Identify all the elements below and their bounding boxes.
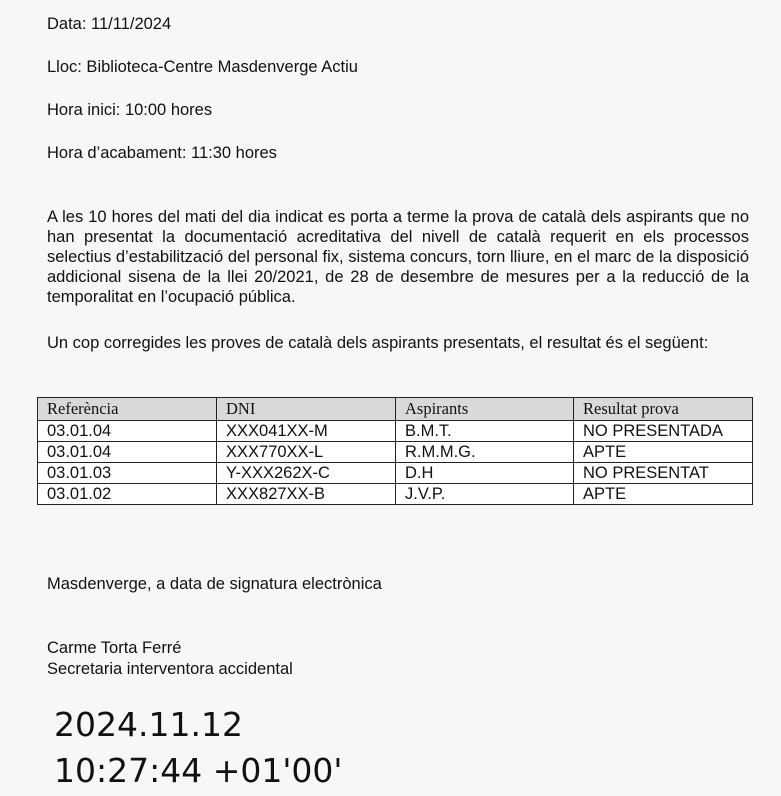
header-result: Resultat prova [574, 398, 753, 421]
cell-result: NO PRESENTAT [574, 463, 753, 484]
results-table [37, 397, 753, 505]
cell-reference: 03.01.03 [38, 463, 217, 484]
start-time: Hora inici: 10:00 hores [47, 101, 213, 119]
table-row [38, 484, 753, 505]
cell-result: APTE [574, 484, 753, 505]
place-and-date: Masdenverge, a data de signatura electrònica [47, 575, 382, 593]
header-candidates: Aspirants [396, 398, 574, 421]
cell-reference: 03.01.02 [38, 484, 217, 505]
cell-reference: 03.01.04 [38, 442, 217, 463]
cell-dni: Y-XXX262X-C [217, 463, 396, 484]
table-row [38, 463, 753, 484]
cell-reference: 03.01.04 [38, 421, 217, 442]
meeting-place: Lloc: Biblioteca-Centre Masdenverge Actiu [47, 58, 358, 76]
cell-candidate: B.M.T. [396, 421, 574, 442]
cell-candidate: R.M.M.G. [396, 442, 574, 463]
header-dni: DNI [217, 398, 396, 421]
cell-candidate: J.V.P. [396, 484, 574, 505]
signer-name: Carme Torta Ferré [47, 639, 182, 657]
signature-date: 2024.11.12 [54, 705, 243, 744]
table-row [38, 421, 753, 442]
header-reference: Referència [38, 398, 217, 421]
meeting-date: Data: 11/11/2024 [47, 15, 172, 33]
cell-result: NO PRESENTADA [574, 421, 753, 442]
cell-dni: XXX041XX-M [217, 421, 396, 442]
table-row [38, 442, 753, 463]
cell-dni: XXX770XX-L [217, 442, 396, 463]
results-intro-paragraph: Un cop corregides les proves de català dels aspirants presentats, el resultat és el següent: [47, 334, 709, 352]
intro-paragraph: A les 10 hores del mati del dia indicat es porta a terme la prova de català dels aspirants que no han presentat la documentació acreditativa del nivell de català requerit en els processos selectius d’estabilització del personal fix, sistema concurs, torn lliure, en el marc de la disposició addicional sisena de la llei 20/2021, de 28 de desembre de mesures per a la reducció de la temporalitat en l’ocupació pública. [47, 208, 749, 306]
cell-candidate: D.H [396, 463, 574, 484]
signature-time: 10:27:44 +01'00' [54, 751, 343, 790]
cell-result: APTE [574, 442, 753, 463]
end-time: Hora d’acabament: 11:30 hores [47, 144, 277, 162]
cell-dni: XXX827XX-B [217, 484, 396, 505]
table-header-row [38, 398, 753, 421]
signer-role: Secretaria interventora accidental [47, 660, 293, 678]
